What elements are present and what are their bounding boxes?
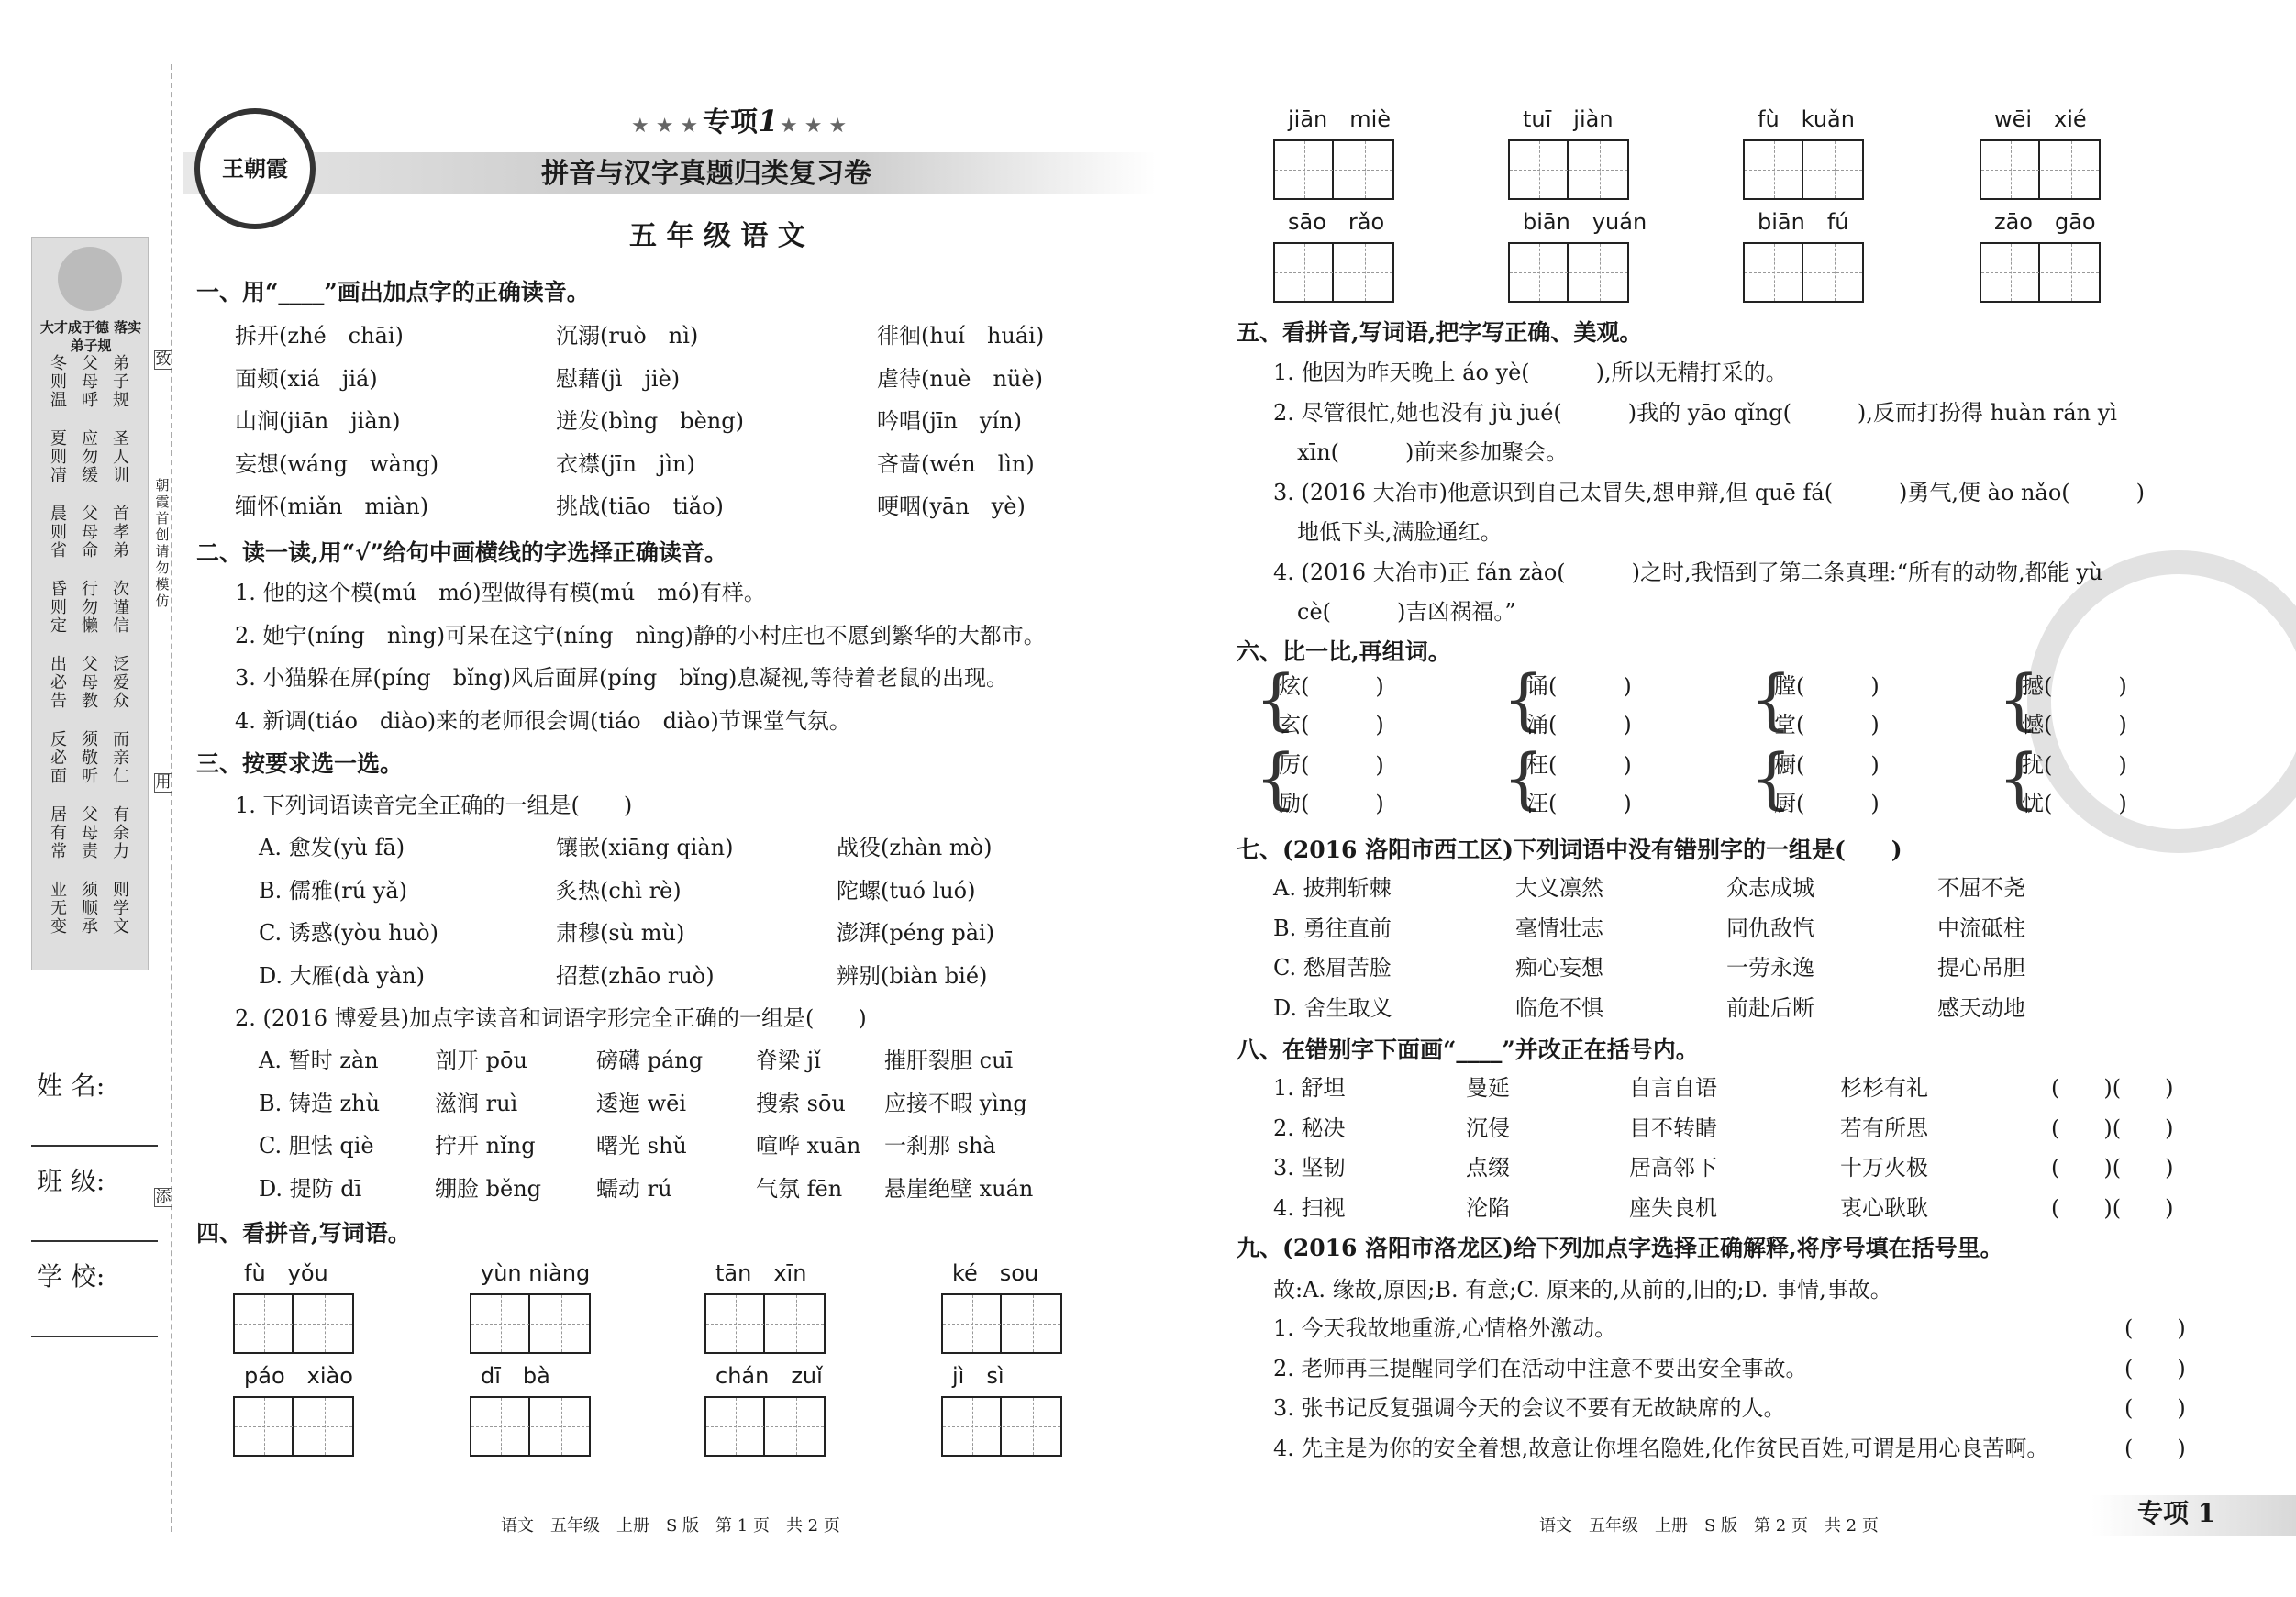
side-motto-column: 出必告 xyxy=(50,655,67,711)
q8-word: 座失良机 xyxy=(1629,1194,1717,1221)
q6-item: 汪( ) xyxy=(1526,791,1632,816)
q6-item: 枉( ) xyxy=(1526,752,1632,778)
q5-line: 3. (2016 大冶市)他意识到自己太冒失,想申辩,但 quē fá( )勇气,便 ào nǎo( ) xyxy=(1273,479,2146,505)
q7-option: C. 愁眉苦脸 xyxy=(1273,955,1392,981)
pinyin-label: jì sì xyxy=(952,1363,1004,1389)
q1-item: 虐待(nuè nüè) xyxy=(877,365,1043,392)
q3-option: 脊梁 jǐ xyxy=(756,1048,821,1073)
q1-item: 拆开(zhé chāi) xyxy=(235,323,404,349)
q6-item: 忧( ) xyxy=(2022,791,2127,816)
q7-option: 众志成城 xyxy=(1726,875,1814,901)
q7-title: 七、(2016 洛阳市西工区)下列词语中没有错别字的一组是( ) xyxy=(1237,837,1902,863)
q8-word: 沦陷 xyxy=(1466,1194,1510,1221)
answer-paren[interactable]: ( ) xyxy=(2124,1355,2186,1381)
q6-item: 厉( ) xyxy=(1279,752,1384,778)
q1-item: 缅怀(miǎn miàn) xyxy=(235,494,429,519)
brace-icon: { xyxy=(1998,660,2040,738)
q8-word: 目不转睛 xyxy=(1629,1115,1717,1141)
q3-option: 一刹那 shà xyxy=(884,1133,996,1159)
q3-option: C. 胆怯 qiè xyxy=(259,1133,374,1159)
brand-logo: 王朝霞 xyxy=(194,108,316,229)
q5-line: xīn( )前来参加聚会。 xyxy=(1297,439,1569,465)
q7-option: 提心吊胆 xyxy=(1937,955,2025,981)
writing-grid[interactable] xyxy=(1273,139,1394,200)
side-motto-column: 须顺承 xyxy=(82,881,98,937)
seal-char-2: 用 xyxy=(155,773,172,792)
q5-title: 五、看拼音,写词语,把字写正确、美观。 xyxy=(1237,319,1643,346)
q8-word: 2. 秘决 xyxy=(1273,1115,1346,1141)
q6-item: 撼( ) xyxy=(2022,673,2127,699)
side-motto-column: 反必面 xyxy=(50,730,67,786)
q7-option: 临危不惧 xyxy=(1515,994,1603,1021)
q3-option: C. 诱惑(yòu huò) xyxy=(259,920,438,946)
q1-title: 一、用“____”画出加点字的正确读音。 xyxy=(196,279,590,305)
writing-grid[interactable] xyxy=(704,1396,826,1457)
q3-option: D. 提防 dī xyxy=(259,1175,362,1202)
writing-grid[interactable] xyxy=(941,1396,1062,1457)
q3-option: 摧肝裂胆 cuī xyxy=(884,1048,1014,1073)
side-motto-column: 居有常 xyxy=(50,805,67,861)
side-motto-column: 父母呼 xyxy=(82,354,98,410)
q3-option: D. 大雁(dà yàn) xyxy=(259,962,425,989)
pinyin-label: chán zuǐ xyxy=(715,1363,823,1389)
side-motto-column: 有余力 xyxy=(113,805,129,861)
q9-item: 1. 今天我故地重游,心情格外激动。 xyxy=(1273,1315,1617,1341)
q6-item: 憾( ) xyxy=(2022,712,2127,738)
writing-grid[interactable] xyxy=(941,1293,1062,1354)
q3-option: 蠕动 rú xyxy=(596,1175,672,1202)
q3-option: 气氛 fēn xyxy=(756,1175,843,1202)
q7-option: 一劳永逸 xyxy=(1726,955,1814,981)
brace-icon: { xyxy=(1255,660,1297,738)
q7-option: 不屈不尧 xyxy=(1937,875,2025,901)
q8-word: 4. 扫视 xyxy=(1273,1194,1346,1221)
q3-option: 辨别(biàn bié) xyxy=(837,962,988,989)
q5-line: 4. (2016 大冶市)正 fán zào( )之时,我悟到了第二条真理:“所有的动物,都能 yù xyxy=(1273,559,2103,585)
side-motto-column: 则学文 xyxy=(113,881,129,937)
answer-paren[interactable]: ( )( ) xyxy=(2051,1115,2174,1141)
q4-title: 四、看拼音,写词语。 xyxy=(196,1220,411,1247)
side-motto-column: 次谨信 xyxy=(113,580,129,636)
q1-item: 山涧(jiān jiàn) xyxy=(235,408,401,434)
q5-line: 2. 尽管很忙,她也没有 jù jué( )我的 yāo qǐng( ),反而打扮得 huàn rán yì xyxy=(1273,399,2117,426)
special-number: 1 xyxy=(758,104,779,139)
copyright-note: 朝霞首创 请勿模仿 xyxy=(155,477,170,609)
brace-icon: { xyxy=(1750,739,1792,816)
q3-option: 陀螺(tuó luó) xyxy=(837,877,976,904)
q2-title: 二、读一读,用“√”给句中画横线的字选择正确读音。 xyxy=(196,539,727,566)
pinyin-label: ké sou xyxy=(952,1260,1039,1286)
q7-option: 前赴后断 xyxy=(1726,994,1814,1021)
q3-option: A. 愈发(yù fā) xyxy=(259,835,405,860)
stars-right: ★ ★ ★ xyxy=(780,115,848,138)
page-title: 拼音与汉字真题归类复习卷 xyxy=(541,158,871,190)
q3-option: B. 铸造 zhù xyxy=(259,1090,381,1116)
q7-option: 同仇敌忾 xyxy=(1726,915,1814,941)
writing-grid[interactable] xyxy=(704,1293,826,1354)
pinyin-label: jiān miè xyxy=(1288,106,1392,132)
page-subtitle: 五 年 级 语 文 xyxy=(629,220,805,252)
q8-word: 若有所思 xyxy=(1840,1115,1928,1141)
q3-option: 曙光 shǔ xyxy=(596,1133,687,1159)
pinyin-label: biān fú xyxy=(1758,209,1849,235)
side-motto: 大才成于德 落实弟子规 xyxy=(39,319,142,354)
q1-item: 挑战(tiāo tiǎo) xyxy=(556,494,724,519)
q5-line: cè( )吉凶祸福。” xyxy=(1297,599,1516,625)
q3-option: 绷脸 běng xyxy=(435,1175,542,1202)
q8-word: 沉侵 xyxy=(1466,1115,1510,1141)
q3-option: 应接不暇 yìng xyxy=(884,1090,1027,1116)
q3-option: 剖开 pōu xyxy=(435,1048,527,1073)
q6-item: 诵( ) xyxy=(1526,673,1632,699)
q1-item: 沉溺(ruò nì) xyxy=(556,323,699,349)
writing-grid[interactable] xyxy=(1508,139,1629,200)
q1-item: 慰藉(jì jiè) xyxy=(556,365,681,392)
q6-item: 涌( ) xyxy=(1526,712,1632,738)
side-motto-column: 父母教 xyxy=(82,655,98,711)
q5-line: 1. 他因为昨天晚上 áo yè( ),所以无精打采的。 xyxy=(1273,360,1788,385)
q1-item: 吟唱(jīn yín) xyxy=(877,408,1022,434)
side-motto-column: 首孝弟 xyxy=(113,505,129,560)
q8-word: 曼延 xyxy=(1466,1075,1510,1101)
q3-option: 肃穆(sù mù) xyxy=(556,920,685,946)
side-motto-column: 父母责 xyxy=(82,805,98,861)
pinyin-label: páo xiào xyxy=(244,1363,353,1389)
q2-item: 4. 新调(tiáo diào)来的老师很会调(tiáo diào)节课堂气氛。 xyxy=(235,707,851,734)
writing-grid[interactable] xyxy=(233,1293,354,1354)
writing-grid[interactable] xyxy=(1743,242,1864,303)
pinyin-label: wēi xié xyxy=(1994,106,2087,132)
footer-right: 语文 五年级 上册 S 版 第 2 页 共 2 页 xyxy=(1539,1516,1879,1536)
answer-paren[interactable]: ( ) xyxy=(2124,1395,2186,1421)
q6-item: 膛( ) xyxy=(1774,673,1880,699)
q3-option: 澎湃(péng pài) xyxy=(837,920,995,946)
q9-title: 九、(2016 洛阳市洛龙区)给下列加点字选择正确解释,将序号填在括号里。 xyxy=(1237,1235,2003,1261)
writing-grid[interactable] xyxy=(1980,242,2101,303)
q2-item: 1. 他的这个模(mú mó)型做得有模(mú mó)有样。 xyxy=(235,580,766,605)
school-label: 学 校: xyxy=(37,1261,105,1292)
q1-item: 妄想(wáng wàng) xyxy=(235,450,439,477)
seal-char-3: 添 xyxy=(155,1188,172,1206)
q6-title: 六、比一比,再组词。 xyxy=(1237,638,1451,665)
brace-icon: { xyxy=(1998,739,2040,816)
writing-grid[interactable] xyxy=(1273,242,1394,303)
q8-word: 3. 坚韧 xyxy=(1273,1155,1346,1181)
side-motto-column: 圣人训 xyxy=(113,429,129,485)
q8-word: 衷心耿耿 xyxy=(1840,1194,1928,1221)
q1-item: 吝啬(wén lìn) xyxy=(877,450,1035,477)
q7-option: 痴心妄想 xyxy=(1515,955,1603,981)
answer-paren[interactable]: ( )( ) xyxy=(2051,1075,2174,1101)
q6-item: 扰( ) xyxy=(2022,752,2127,778)
q6-item: 橱( ) xyxy=(1774,752,1880,778)
q3-option: 镶嵌(xiāng qiàn) xyxy=(556,835,734,860)
q3-sub2: 2. (2016 博爱县)加点字读音和词语字形完全正确的一组是( ) xyxy=(235,1005,867,1031)
scholar-figure-icon xyxy=(58,247,122,311)
q3-option: 逶迤 wēi xyxy=(596,1090,687,1116)
pinyin-label: dī bà xyxy=(481,1363,550,1389)
side-motto-column: 业无变 xyxy=(50,881,67,937)
pinyin-label: tuī jiàn xyxy=(1523,106,1614,132)
q7-option: 中流砥柱 xyxy=(1937,915,2025,941)
q8-word: 居高邻下 xyxy=(1629,1155,1717,1181)
q3-option: 炙热(chì rè) xyxy=(556,877,682,904)
q9-item: 2. 老师再三提醒同学们在活动中注意不要出安全事故。 xyxy=(1273,1355,1808,1381)
q7-option: A. 披荆斩棘 xyxy=(1273,875,1392,901)
class-field[interactable] xyxy=(31,1240,158,1242)
pinyin-label: tān xīn xyxy=(715,1260,807,1286)
stars-left: ★ ★ ★ xyxy=(631,115,699,138)
side-motto-column: 弟子规 xyxy=(113,354,129,410)
q8-word: 杉杉有礼 xyxy=(1840,1075,1928,1101)
q1-item: 哽咽(yān yè) xyxy=(877,494,1026,519)
q9-item: 3. 张书记反复强调今天的会议不要有无故缺席的人。 xyxy=(1273,1395,1786,1421)
side-motto-column: 须敬听 xyxy=(82,730,98,786)
pinyin-label: biān yuán xyxy=(1523,209,1647,235)
footer-tag: 专项 1 xyxy=(2137,1498,2216,1528)
q2-item: 2. 她宁(níng nìng)可呆在这宁(níng nìng)静的小村庄也不愿到繁华的大都市。 xyxy=(235,622,1046,649)
pinyin-label: fù kuǎn xyxy=(1758,106,1855,132)
q8-word: 自言自语 xyxy=(1629,1075,1717,1101)
footer-left: 语文 五年级 上册 S 版 第 1 页 共 2 页 xyxy=(501,1516,840,1536)
side-motto-column: 应勿缓 xyxy=(82,429,98,485)
q3-option: 磅礴 páng xyxy=(596,1048,704,1073)
side-motto-column: 泛爱众 xyxy=(113,655,129,711)
brace-icon: { xyxy=(1255,739,1297,816)
brace-icon: { xyxy=(1503,739,1545,816)
side-motto-column: 父母命 xyxy=(82,505,98,560)
special-label: 专项 xyxy=(703,106,758,139)
q3-option: 战役(zhàn mò) xyxy=(837,835,993,860)
writing-grid[interactable] xyxy=(470,1396,591,1457)
q8-word: 十万火极 xyxy=(1840,1155,1928,1181)
q1-item: 衣襟(jīn jìn) xyxy=(556,450,695,477)
brace-icon: { xyxy=(1750,660,1792,738)
side-motto-column: 夏则凊 xyxy=(50,429,67,485)
brace-icon: { xyxy=(1503,660,1545,738)
q7-option: D. 舍生取义 xyxy=(1273,994,1392,1021)
school-field[interactable] xyxy=(31,1336,158,1337)
q6-item: 励( ) xyxy=(1279,791,1384,816)
q3-title: 三、按要求选一选。 xyxy=(196,750,404,777)
binding-dashed-line xyxy=(171,64,172,1532)
writing-grid[interactable] xyxy=(1508,242,1629,303)
answer-paren[interactable]: ( ) xyxy=(2124,1435,2186,1461)
writing-grid[interactable] xyxy=(470,1293,591,1354)
writing-grid[interactable] xyxy=(1743,139,1864,200)
name-label: 姓 名: xyxy=(37,1070,105,1101)
answer-paren[interactable]: ( )( ) xyxy=(2051,1155,2174,1181)
writing-grid[interactable] xyxy=(1980,139,2101,200)
q6-item: 厨( ) xyxy=(1774,791,1880,816)
side-motto-column: 晨则省 xyxy=(50,505,67,560)
q8-title: 八、在错别字下面画“____”并改正在括号内。 xyxy=(1237,1037,1699,1063)
q7-option: 感天动地 xyxy=(1937,994,2025,1021)
q1-item: 面颊(xiá jiá) xyxy=(235,365,378,392)
q7-option: B. 勇往直前 xyxy=(1273,915,1392,941)
q9-item: 4. 先主是为你的安全着想,故意让你埋名隐姓,化作贫民百姓,可谓是用心良苦啊。 xyxy=(1273,1435,2049,1461)
q6-item: 堂( ) xyxy=(1774,712,1880,738)
q3-sub1: 1. 下列词语读音完全正确的一组是( ) xyxy=(235,793,633,818)
q3-option: A. 暂时 zàn xyxy=(259,1048,379,1073)
pinyin-label: yùn niàng xyxy=(481,1260,591,1286)
q6-item: 炫( ) xyxy=(1279,673,1384,699)
q3-option: 喧哗 xuān xyxy=(756,1133,861,1159)
q1-item: 徘徊(huí huái) xyxy=(877,323,1045,349)
q8-word: 1. 舒坦 xyxy=(1273,1075,1346,1101)
name-field[interactable] xyxy=(31,1145,158,1147)
q5-line: 地低下头,满脸通红。 xyxy=(1297,519,1503,545)
q3-option: B. 儒雅(rú yǎ) xyxy=(259,877,408,904)
side-motto-column: 行勿懒 xyxy=(82,580,98,636)
q3-option: 滋润 ruì xyxy=(435,1090,518,1116)
q3-option: 拧开 nǐng xyxy=(435,1133,536,1159)
q9-definition: 故:A. 缘故,原因;B. 有意;C. 原来的,从前的,旧的;D. 事情,事故。 xyxy=(1273,1277,1892,1303)
side-motto-column: 而亲仁 xyxy=(113,730,129,786)
pinyin-label: zāo gāo xyxy=(1994,209,2096,235)
seal-char-1: 致 xyxy=(155,350,172,369)
q3-option: 搜索 sōu xyxy=(756,1090,846,1116)
side-panel xyxy=(31,237,149,970)
side-motto-column: 冬则温 xyxy=(50,354,67,410)
side-motto-column: 昏则定 xyxy=(50,580,67,636)
pinyin-label: sāo rǎo xyxy=(1288,209,1385,235)
answer-paren[interactable]: ( ) xyxy=(2124,1315,2186,1341)
q7-option: 大义凛然 xyxy=(1515,875,1603,901)
answer-paren[interactable]: ( )( ) xyxy=(2051,1194,2174,1221)
q8-word: 点缀 xyxy=(1466,1155,1510,1181)
q1-item: 迸发(bìng bèng) xyxy=(556,408,744,434)
class-label: 班 级: xyxy=(37,1166,105,1196)
writing-grid[interactable] xyxy=(233,1396,354,1457)
q7-option: 毫情壮志 xyxy=(1515,915,1603,941)
q2-item: 3. 小猫躲在屏(píng bǐng)风后面屏(píng bǐng)息凝视,等待着老鼠的出现。 xyxy=(235,665,1009,691)
q3-option: 招惹(zhāo ruò) xyxy=(556,962,715,989)
q3-option: 悬崖绝壁 xuán xyxy=(884,1175,1034,1202)
q6-item: 玄( ) xyxy=(1279,712,1384,738)
pinyin-label: fù yǒu xyxy=(244,1260,328,1286)
